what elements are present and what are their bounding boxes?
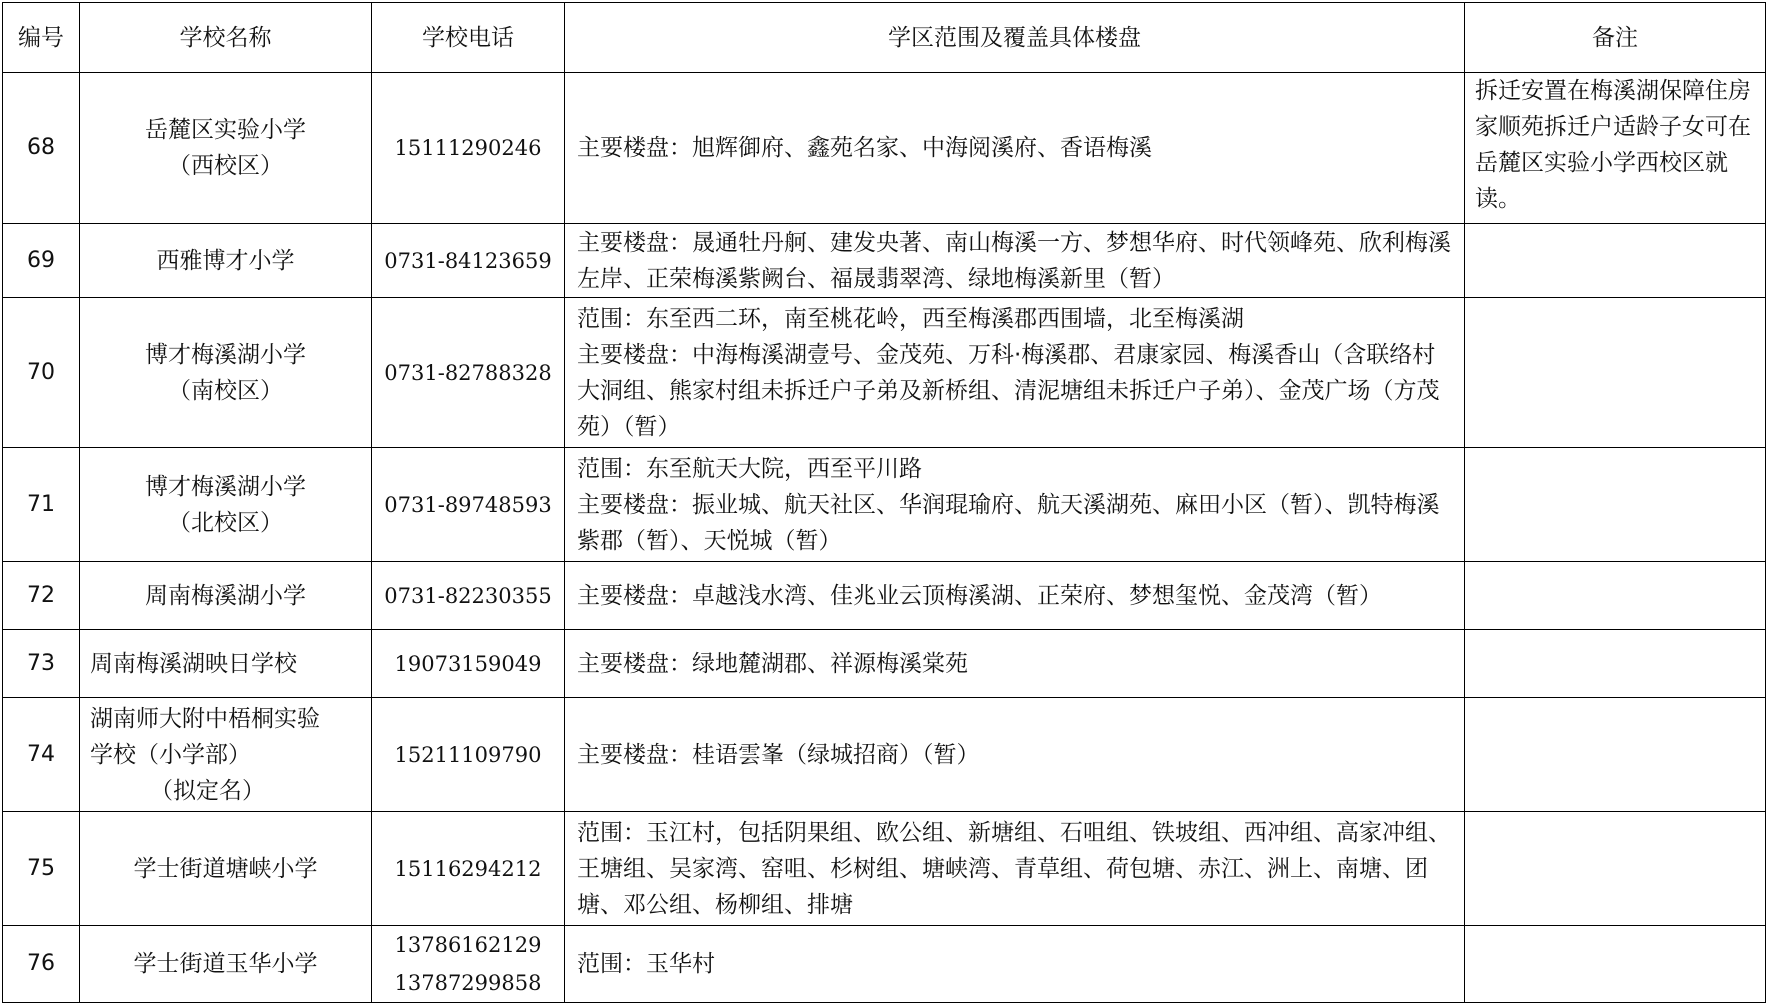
school-name [80, 698, 372, 812]
scope-line: 范围：东至航天大院，西至平川路 [577, 455, 922, 482]
school-phone [372, 298, 565, 448]
school-phone [372, 224, 565, 298]
school-phone [372, 630, 565, 698]
phone-number: 13787299858 [394, 971, 542, 995]
district-scope [565, 926, 1465, 1003]
table-row [3, 224, 1766, 298]
school-name-line: 学校（小学部） [90, 741, 251, 768]
note [1465, 448, 1766, 562]
phone-number: 0731-82788328 [384, 360, 552, 385]
district-scope [565, 224, 1465, 298]
school-phone [372, 73, 565, 224]
district-scope [565, 73, 1465, 224]
header-school-name: 学校名称 [80, 3, 372, 73]
scope-line: 范围：玉华村 [577, 951, 715, 977]
district-scope [565, 448, 1465, 562]
school-phone [372, 698, 565, 812]
phone-number: 0731-82230355 [384, 583, 552, 608]
table-row [3, 298, 1766, 448]
school-name-line: 学士街道塘峡小学 [133, 855, 318, 882]
note [1465, 926, 1766, 1003]
school-phone [372, 812, 565, 926]
school-name [80, 224, 372, 298]
row-id: 70 [3, 298, 80, 448]
row-id: 71 [3, 448, 80, 562]
school-name [80, 812, 372, 926]
table-row [3, 562, 1766, 630]
row-id: 74 [3, 698, 80, 812]
school-name-line: 周南梅溪湖小学 [145, 582, 306, 609]
scope-line: 主要楼盘：中海梅溪湖壹号、金茂苑、万科·梅溪郡、君康家园、梅溪香山（含联络村大洞组、熊家村组未拆迁户子弟及新桥组、清泥塘组未拆迁户子弟）、金茂广场（方茂苑）（暂） [577, 341, 1440, 440]
scope-line: 主要楼盘：晟通牡丹舸、建发央著、南山梅溪一方、梦想华府、时代领峰苑、欣利梅溪左岸、正荣梅溪紫阙台、福晟翡翠湾、绿地梅溪新里（暂） [577, 229, 1451, 292]
scope-line: 主要楼盘：卓越浅水湾、佳兆业云顶梅溪湖、正荣府、梦想玺悦、金茂湾（暂） [577, 582, 1382, 609]
row-id: 76 [3, 926, 80, 1003]
school-name [80, 298, 372, 448]
table-row [3, 73, 1766, 224]
row-id: 75 [3, 812, 80, 926]
school-name [80, 562, 372, 630]
school-name-line: 湖南师大附中梧桐实验 [90, 705, 320, 732]
phone-number: 13786162129 [394, 933, 542, 957]
scope-line: 主要楼盘：振业城、航天社区、华润琨瑜府、航天溪湖苑、麻田小区（暂）、凯特梅溪紫郡（暂）、天悦城（暂） [577, 491, 1440, 554]
note [1465, 630, 1766, 698]
phone-number: 15211109790 [394, 742, 542, 767]
school-name [80, 926, 372, 1003]
school-name-line: 西雅博才小学 [156, 247, 295, 274]
note [1465, 298, 1766, 448]
school-name-line: 博才梅溪湖小学 [145, 473, 306, 500]
header-district-scope: 学区范围及覆盖具体楼盘 [565, 3, 1465, 73]
school-name-line: （拟定名） [150, 777, 265, 804]
district-scope [565, 812, 1465, 926]
phone-number: 0731-84123659 [384, 248, 552, 273]
table-row [3, 926, 1766, 1003]
phone-number: 0731-89748593 [384, 492, 552, 517]
row-id: 68 [3, 73, 80, 224]
note [1465, 812, 1766, 926]
header-school-phone: 学校电话 [372, 3, 565, 73]
header-note: 备注 [1465, 3, 1766, 73]
school-name-line: 周南梅溪湖映日学校 [90, 650, 297, 677]
district-scope [565, 630, 1465, 698]
school-name-line: （南校区） [168, 377, 283, 404]
school-phone [372, 448, 565, 562]
scope-line: 范围：玉江村，包括阴果组、欧公组、新塘组、石咀组、铁坡组、西冲组、高家冲组、王塘组、吴家湾、窑咀、杉树组、塘峡湾、青草组、荷包塘、赤江、洲上、南塘、团塘、邓公组、杨柳组、排塘 [577, 819, 1451, 918]
scope-line: 主要楼盘：桂语雲峯（绿城招商）（暂） [577, 741, 980, 768]
school-name [80, 448, 372, 562]
header-row [3, 3, 1766, 73]
scope-line: 主要楼盘：旭辉御府、鑫苑名家、中海阅溪府、香语梅溪 [577, 135, 1152, 161]
school-name-line: 学士街道玉华小学 [133, 951, 318, 977]
school-name [80, 73, 372, 224]
school-name-line: 博才梅溪湖小学 [145, 341, 306, 368]
header-id: 编号 [3, 3, 80, 73]
table-row [3, 448, 1766, 562]
school-phone [372, 562, 565, 630]
school-name [80, 630, 372, 698]
table-row [3, 698, 1766, 812]
district-scope [565, 562, 1465, 630]
school-name-line: （北校区） [168, 509, 283, 536]
scope-line: 范围：东至西二环，南至桃花岭，西至梅溪郡西围墙，北至梅溪湖 [577, 305, 1244, 332]
row-id: 69 [3, 224, 80, 298]
school-name-line: （西校区） [168, 153, 283, 179]
note [1465, 698, 1766, 812]
row-id: 73 [3, 630, 80, 698]
note [1465, 224, 1766, 298]
school-district-table [2, 2, 1766, 1003]
note: 拆迁安置在梅溪湖保障住房家顺苑拆迁户适龄子女可在岳麓区实验小学西校区就读。 [1465, 73, 1766, 224]
district-scope [565, 698, 1465, 812]
phone-number: 15111290246 [394, 136, 542, 160]
scope-line: 主要楼盘：绿地麓湖郡、祥源梅溪棠苑 [577, 650, 968, 677]
school-phone [372, 926, 565, 1003]
table-row [3, 812, 1766, 926]
district-scope [565, 298, 1465, 448]
phone-number: 15116294212 [394, 856, 542, 881]
phone-number: 19073159049 [394, 651, 542, 676]
note [1465, 562, 1766, 630]
table-row [3, 630, 1766, 698]
row-id: 72 [3, 562, 80, 630]
school-name-line: 岳麓区实验小学 [145, 117, 306, 143]
